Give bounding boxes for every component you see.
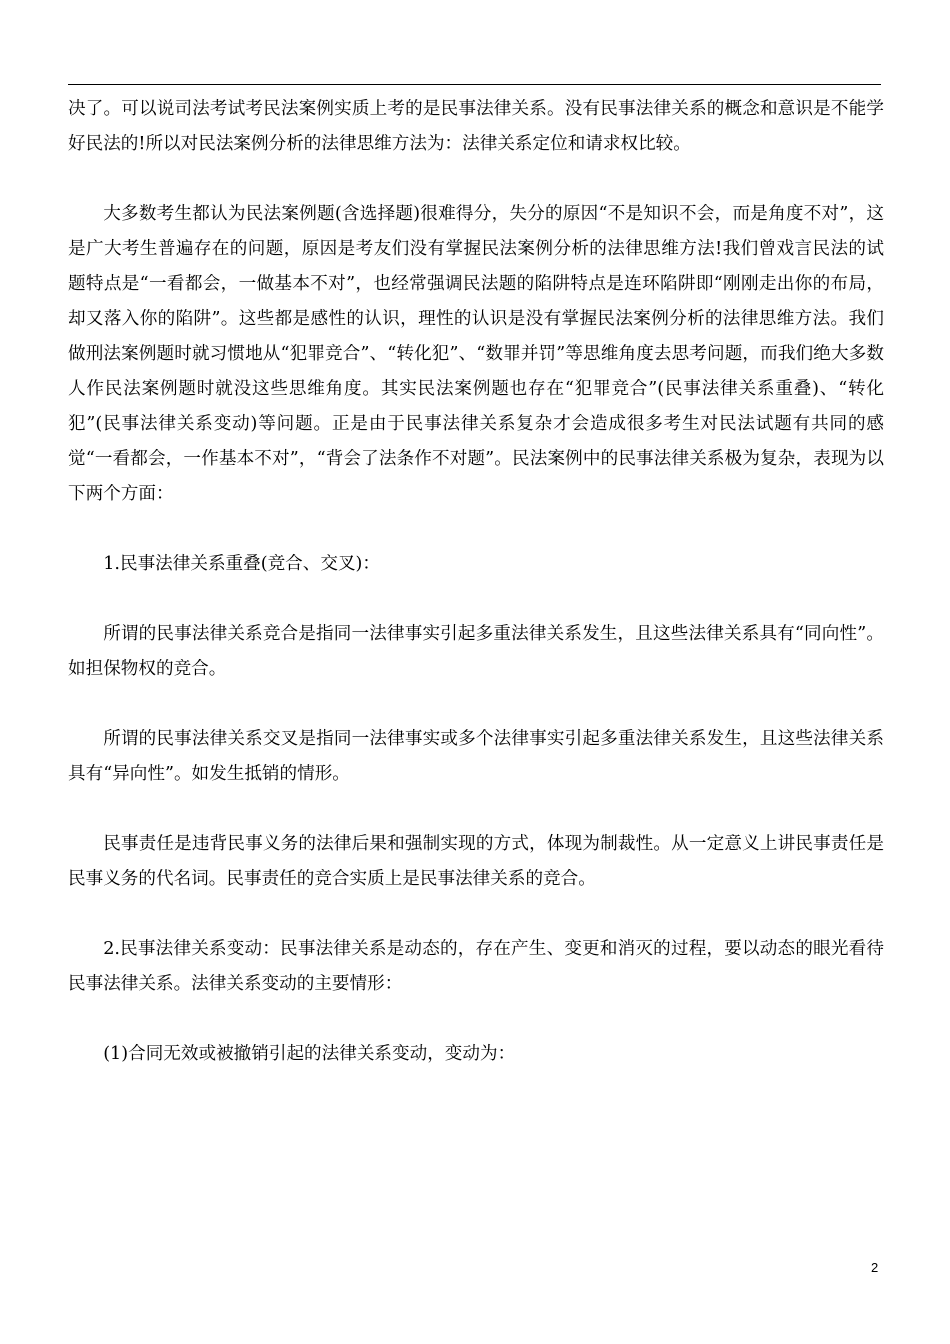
list-item-contract-invalid: (1)合同无效或被撤销引起的法律关系变动，变动为： (103, 1044, 516, 1064)
paragraph-civil-liability: 民事责任是违背民事义务的法律后果和强制实现的方式，体现为制裁性。从一定意义上讲民事责任是民事义务的代名词。民事责任的竞合实质上是民事法律关系的竞合。 (68, 834, 884, 889)
heading-legal-relation-overlap: 1.民事法律关系重叠(竞合、交叉)： (103, 554, 381, 574)
paragraph-continuation: 决了。可以说司法考试考民法案例实质上考的是民事法律关系。没有民事法律关系的概念和意识是不能学好民法的!所以对民法案例分析的法律思维方法为：法律关系定位和请求权比较。 (68, 99, 884, 154)
paragraph-exam-difficulty: 大多数考生都认为民法案例题(含选择题)很难得分，失分的原因“不是知识不会，而是角度不对”，这是广大考生普遍存在的问题，原因是考友们没有掌握民法案例分析的法律思维方法!我们曾戏言民法的试题特点是“一看都会，一做基本不对”，也经常强调民法题的陷阱特点是连环陷阱即“刚刚走出你的布局，却又落入你的陷阱”。这些都是感性的认识，理性的认识是没有掌握民法案例分析的法律思维方法。我们做刑法案例题时就习惯地从“犯罪竞合”、“转化犯”、“数罪并罚”等思维角度去思考问题，而我们绝大多数人作民法案例题时就没这些思维角度。其实民法案例题也存在“犯罪竞合”(民事法律关系重叠)、“转化犯”(民事法律关系变动)等问题。正是由于民事法律关系复杂才会造成很多考生对民法试题有共同的感觉“一看都会，一作基本不对”，“背会了法条作不对题”。民法案例中的民事法律关系极为复杂，表现为以下两个方面： (68, 204, 884, 504)
paragraph-intersection-definition: 所谓的民事法律关系交叉是指同一法律事实或多个法律事实引起多重法律关系发生，且这些法律关系具有“异向性”。如发生抵销的情形。 (68, 729, 884, 784)
header-rule (68, 84, 881, 85)
heading-legal-relation-change: 2.民事法律关系变动：民事法律关系是动态的，存在产生、变更和消灭的过程，要以动态的眼光看待民事法律关系。法律关系变动的主要情形： (68, 939, 884, 994)
page-number: 2 (871, 1260, 879, 1275)
paragraph-concurrence-definition: 所谓的民事法律关系竞合是指同一法律事实引起多重法律关系发生，且这些法律关系具有“同向性”。如担保物权的竞合。 (68, 624, 884, 679)
document-body (68, 92, 884, 1107)
